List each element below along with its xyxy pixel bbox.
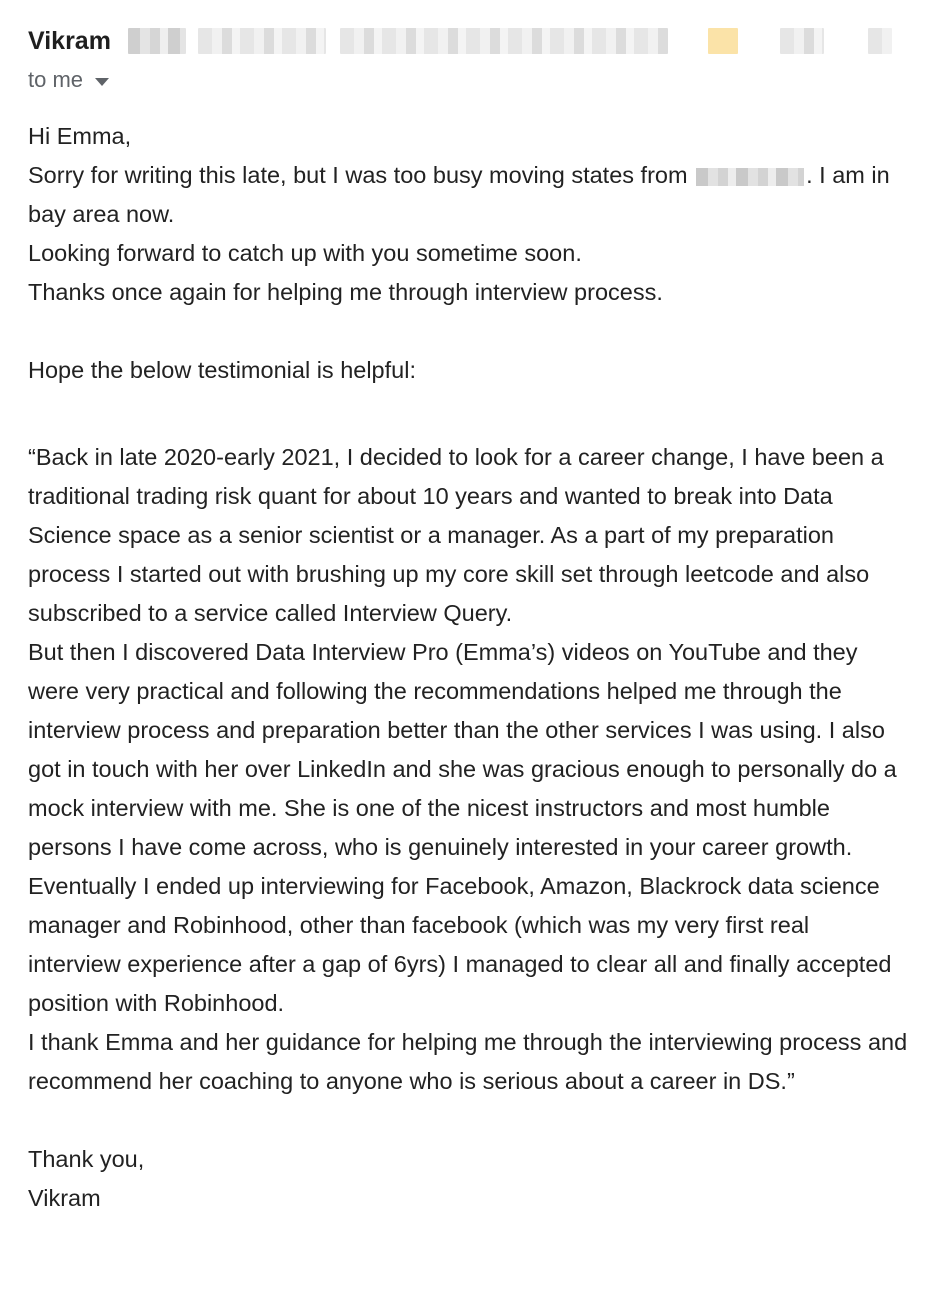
email-header: [28, 0, 908, 60]
blank-line: [28, 1101, 908, 1140]
redacted-sender-email: [128, 28, 186, 54]
sender-name[interactable]: Vikram: [28, 27, 111, 55]
redacted-label-chip: [708, 28, 738, 54]
body-line-thanks: Thanks once again for helping me through interview process.: [28, 279, 663, 305]
greeting: Hi Emma,: [28, 123, 132, 149]
body-text: Sorry for writing this late, but I was too busy moving states from: [28, 162, 688, 188]
body-paragraph-moving: [28, 156, 908, 234]
body-line-catchup: Looking forward to catch up with you sometime soon.: [28, 240, 582, 266]
recipient-label: to me: [28, 67, 84, 92]
signature: Vikram: [28, 1185, 101, 1211]
redacted-timestamp: [868, 28, 892, 54]
testimonial-paragraph: I thank Emma and her guidance for helping me through the interviewing process and recommend her coaching to anyone who is serious about a career in DS.”: [28, 1029, 908, 1094]
blank-line: [28, 390, 908, 438]
recipient-details-toggle[interactable]: [28, 66, 109, 94]
blank-line: [28, 312, 908, 351]
redacted-timestamp: [780, 28, 824, 54]
body-line-hope: Hope the below testimonial is helpful:: [28, 357, 416, 383]
testimonial-paragraph: But then I discovered Data Interview Pro (Emma’s) videos on YouTube and they were very practical and following the recommendations helped me through the interview process and preparation better than the other services I was using. I also got in touch with her over LinkedIn and she was gracious enough to personally do a mock interview with me. She is one of the nicest instructors and most humble persons I have come across, who is genuinely interested in your career growth.: [28, 639, 897, 860]
email-message: [28, 0, 908, 1211]
redacted-sender-detail: [340, 28, 668, 54]
chevron-down-icon[interactable]: [95, 78, 109, 86]
redacted-location: [696, 168, 804, 186]
redacted-sender-detail: [198, 28, 326, 54]
signoff: Thank you,: [28, 1146, 145, 1172]
body-text: . I am in bay area now.: [28, 162, 890, 227]
testimonial-paragraph: Eventually I ended up interviewing for Facebook, Amazon, Blackrock data science manager and Robinhood, other than facebook (which was my very first real interview experience after a gap of 6yrs) I managed to clear all and finally accepted position with Robinhood.: [28, 873, 892, 1016]
testimonial-paragraph: “Back in late 2020-early 2021, I decided to look for a career change, I have been a traditional trading risk quant for about 10 years and wanted to break into Data Science space as a senior scientist or a manager. As a part of my preparation process I started out with brushing up my core skill set through leetcode and also subscribed to a service called Interview Query.: [28, 444, 884, 626]
email-body: [28, 117, 908, 1218]
